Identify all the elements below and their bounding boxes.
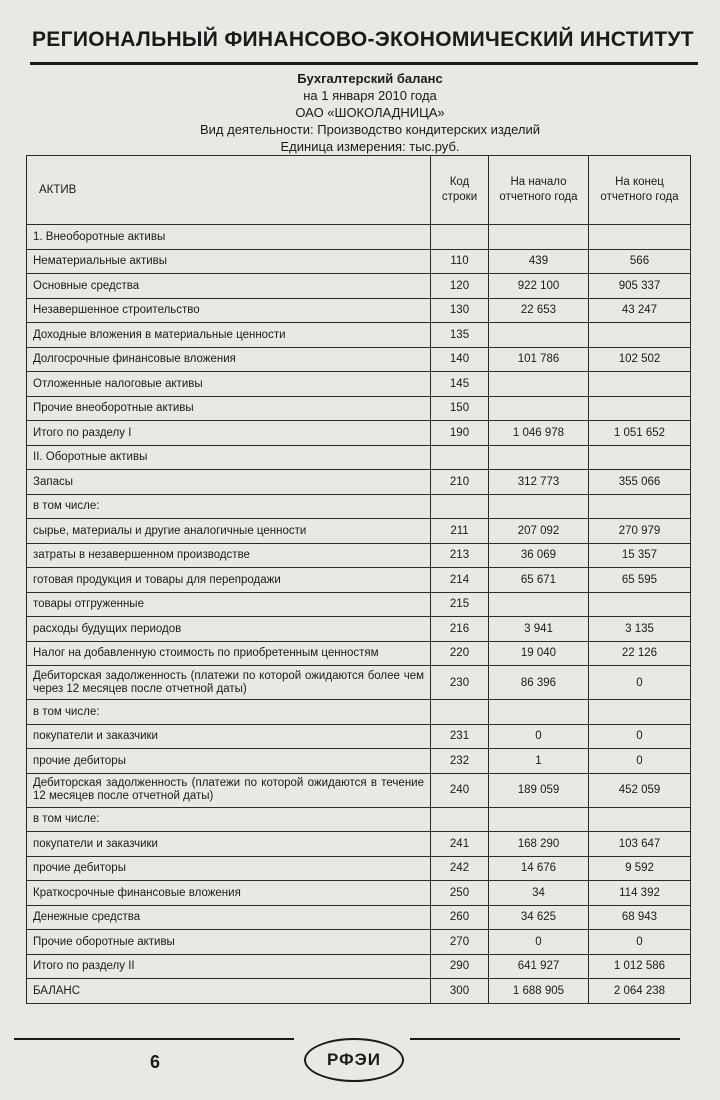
row-code-cell: 145 (431, 372, 489, 397)
row-code-cell (431, 494, 489, 519)
row-begin-value: 65 671 (489, 568, 589, 593)
row-end-value: 0 (589, 749, 691, 774)
row-begin-value: 0 (489, 724, 589, 749)
row-code-cell: 290 (431, 954, 489, 979)
row-name-cell: Запасы (27, 470, 431, 495)
logo-text: РФЭИ (327, 1050, 381, 1069)
row-name-cell: покупатели и заказчики (27, 832, 431, 857)
row-begin-value (489, 372, 589, 397)
row-code-cell: 210 (431, 470, 489, 495)
row-end-value: 905 337 (589, 274, 691, 299)
row-begin-value: 922 100 (489, 274, 589, 299)
document-heading (100, 70, 640, 155)
row-begin-value (489, 494, 589, 519)
row-name-cell: II. Оборотные активы (27, 445, 431, 470)
row-begin-value: 189 059 (489, 773, 589, 807)
row-code-cell: 190 (431, 421, 489, 446)
row-name-cell: Дебиторская задолженность (платежи по которой ожидаются более чем через 12 месяцев после отчетной даты) (27, 666, 431, 700)
table-row (27, 905, 691, 930)
row-name-cell: 1. Внеоборотные активы (27, 225, 431, 250)
row-end-value (589, 323, 691, 348)
document-date: на 1 января 2010 года (303, 88, 437, 103)
row-code-cell: 300 (431, 979, 489, 1004)
row-end-value: 452 059 (589, 773, 691, 807)
row-code-cell: 135 (431, 323, 489, 348)
row-end-value: 0 (589, 666, 691, 700)
row-code-cell (431, 700, 489, 725)
row-code-cell: 150 (431, 396, 489, 421)
row-begin-value: 0 (489, 930, 589, 955)
row-end-value: 43 247 (589, 298, 691, 323)
table-row (27, 519, 691, 544)
row-begin-value: 36 069 (489, 543, 589, 568)
header-code-line2: строки (441, 191, 478, 203)
institute-title: РЕГИОНАЛЬНЫЙ ФИНАНСОВО-ЭКОНОМИЧЕСКИЙ ИНСТИТУТ (32, 28, 694, 51)
row-end-value (589, 494, 691, 519)
row-end-value (589, 700, 691, 725)
table-row (27, 832, 691, 857)
row-begin-value: 641 927 (489, 954, 589, 979)
row-begin-value: 439 (489, 249, 589, 274)
row-begin-value: 86 396 (489, 666, 589, 700)
header-begin-line2: отчетного года (499, 191, 578, 203)
row-begin-value: 207 092 (489, 519, 589, 544)
row-name-cell: Прочие внеоборотные активы (27, 396, 431, 421)
table-row (27, 807, 691, 832)
row-name-cell: Дебиторская задолженность (платежи по которой ожидаются в течение 12 месяцев после отчетной даты) (27, 773, 431, 807)
row-name-cell: в том числе: (27, 700, 431, 725)
row-code-cell: 242 (431, 856, 489, 881)
table-row (27, 543, 691, 568)
row-end-value: 270 979 (589, 519, 691, 544)
row-begin-value: 3 941 (489, 617, 589, 642)
table-row (27, 881, 691, 906)
activity-type: Вид деятельности: Производство кондитерских изделий (199, 122, 541, 137)
header-begin-line1: На начало (510, 176, 567, 188)
row-end-value: 15 357 (589, 543, 691, 568)
row-begin-value: 312 773 (489, 470, 589, 495)
row-end-value (589, 807, 691, 832)
table-row (27, 494, 691, 519)
row-end-value (589, 372, 691, 397)
row-name-cell: Краткосрочные финансовые вложения (27, 881, 431, 906)
row-code-cell: 232 (431, 749, 489, 774)
row-code-cell (431, 445, 489, 470)
row-end-value: 1 012 586 (589, 954, 691, 979)
row-name-cell: Долгосрочные финансовые вложения (27, 347, 431, 372)
row-name-cell: затраты в незавершенном производстве (27, 543, 431, 568)
row-begin-value: 168 290 (489, 832, 589, 857)
row-name-cell: Основные средства (27, 274, 431, 299)
row-name-cell: Итого по разделу I (27, 421, 431, 446)
row-begin-value: 101 786 (489, 347, 589, 372)
row-name-cell: БАЛАНС (27, 979, 431, 1004)
table-row (27, 773, 691, 807)
row-end-value (589, 445, 691, 470)
table-row (27, 954, 691, 979)
unit-of-measure: Единица измерения: тыс.руб. (280, 139, 460, 154)
table-row (27, 249, 691, 274)
row-code-cell: 110 (431, 249, 489, 274)
row-name-cell: товары отгруженные (27, 592, 431, 617)
row-name-cell: в том числе: (27, 494, 431, 519)
row-end-value: 3 135 (589, 617, 691, 642)
row-begin-value (489, 445, 589, 470)
row-begin-value: 19 040 (489, 641, 589, 666)
table-row (27, 617, 691, 642)
row-name-cell: расходы будущих периодов (27, 617, 431, 642)
row-code-cell: 120 (431, 274, 489, 299)
table-row (27, 856, 691, 881)
row-name-cell: Незавершенное строительство (27, 298, 431, 323)
header-code-line1: Код (449, 176, 470, 188)
row-begin-value (489, 807, 589, 832)
table-row (27, 641, 691, 666)
page-number: 6 (150, 1052, 161, 1072)
table-row (27, 700, 691, 725)
row-name-cell: Отложенные налоговые активы (27, 372, 431, 397)
table-row (27, 372, 691, 397)
row-name-cell: Прочие оборотные активы (27, 930, 431, 955)
row-name-cell: прочие дебиторы (27, 749, 431, 774)
row-name-cell: Налог на добавленную стоимость по приобретенным ценностям (27, 641, 431, 666)
row-end-value (589, 592, 691, 617)
institute-logo (304, 1038, 404, 1082)
table-row (27, 979, 691, 1004)
row-end-value: 114 392 (589, 881, 691, 906)
table-row (27, 724, 691, 749)
row-begin-value: 1 (489, 749, 589, 774)
row-code-cell: 260 (431, 905, 489, 930)
row-begin-value: 14 676 (489, 856, 589, 881)
row-name-cell: готовая продукция и товары для перепродажи (27, 568, 431, 593)
row-code-cell: 211 (431, 519, 489, 544)
header-asset: АКТИВ (27, 156, 431, 225)
table-row (27, 396, 691, 421)
table-row (27, 568, 691, 593)
row-end-value: 68 943 (589, 905, 691, 930)
row-code-cell: 214 (431, 568, 489, 593)
row-end-value (589, 225, 691, 250)
header-begin (489, 156, 589, 225)
row-name-cell: Денежные средства (27, 905, 431, 930)
row-code-cell: 231 (431, 724, 489, 749)
row-code-cell: 230 (431, 666, 489, 700)
table-row (27, 323, 691, 348)
table-row (27, 225, 691, 250)
row-code-cell: 215 (431, 592, 489, 617)
table-row (27, 298, 691, 323)
row-code-cell: 216 (431, 617, 489, 642)
header-end (589, 156, 691, 225)
table-header-row (27, 156, 691, 225)
header-rule (30, 62, 698, 65)
footer-rule-right (410, 1038, 680, 1040)
row-begin-value (489, 396, 589, 421)
row-name-cell: Итого по разделу II (27, 954, 431, 979)
row-end-value: 9 592 (589, 856, 691, 881)
table-row (27, 347, 691, 372)
row-code-cell: 140 (431, 347, 489, 372)
row-code-cell: 270 (431, 930, 489, 955)
row-code-cell: 240 (431, 773, 489, 807)
footer-rule-left (14, 1038, 294, 1040)
document-title: Бухгалтерский баланс (297, 71, 443, 86)
row-begin-value: 1 046 978 (489, 421, 589, 446)
row-begin-value: 34 625 (489, 905, 589, 930)
row-code-cell (431, 807, 489, 832)
row-code-cell: 241 (431, 832, 489, 857)
row-code-cell (431, 225, 489, 250)
row-end-value: 566 (589, 249, 691, 274)
row-end-value: 0 (589, 724, 691, 749)
row-begin-value (489, 323, 589, 348)
row-code-cell: 250 (431, 881, 489, 906)
table-row (27, 421, 691, 446)
row-code-cell: 130 (431, 298, 489, 323)
row-begin-value (489, 700, 589, 725)
row-end-value: 22 126 (589, 641, 691, 666)
row-code-cell: 213 (431, 543, 489, 568)
header-end-line2: отчетного года (600, 191, 679, 203)
row-name-cell: Нематериальные активы (27, 249, 431, 274)
table-row (27, 592, 691, 617)
row-end-value (589, 396, 691, 421)
row-begin-value: 22 653 (489, 298, 589, 323)
table-row (27, 274, 691, 299)
row-end-value: 103 647 (589, 832, 691, 857)
row-name-cell: прочие дебиторы (27, 856, 431, 881)
company-name: ОАО «ШОКОЛАДНИЦА» (295, 105, 445, 120)
row-begin-value (489, 592, 589, 617)
row-begin-value: 34 (489, 881, 589, 906)
header-end-line1: На конец (615, 176, 664, 188)
row-name-cell: Доходные вложения в материальные ценности (27, 323, 431, 348)
row-name-cell: сырье, материалы и другие аналогичные ценности (27, 519, 431, 544)
row-name-cell: в том числе: (27, 807, 431, 832)
row-end-value: 102 502 (589, 347, 691, 372)
row-end-value: 1 051 652 (589, 421, 691, 446)
row-end-value: 355 066 (589, 470, 691, 495)
row-name-cell: покупатели и заказчики (27, 724, 431, 749)
table-row (27, 666, 691, 700)
table-row (27, 445, 691, 470)
row-end-value: 65 595 (589, 568, 691, 593)
table-row (27, 749, 691, 774)
row-begin-value: 1 688 905 (489, 979, 589, 1004)
header-code (431, 156, 489, 225)
row-code-cell: 220 (431, 641, 489, 666)
row-end-value: 2 064 238 (589, 979, 691, 1004)
table-row (27, 470, 691, 495)
table-row (27, 930, 691, 955)
row-end-value: 0 (589, 930, 691, 955)
row-begin-value (489, 225, 589, 250)
balance-table (26, 155, 691, 1004)
